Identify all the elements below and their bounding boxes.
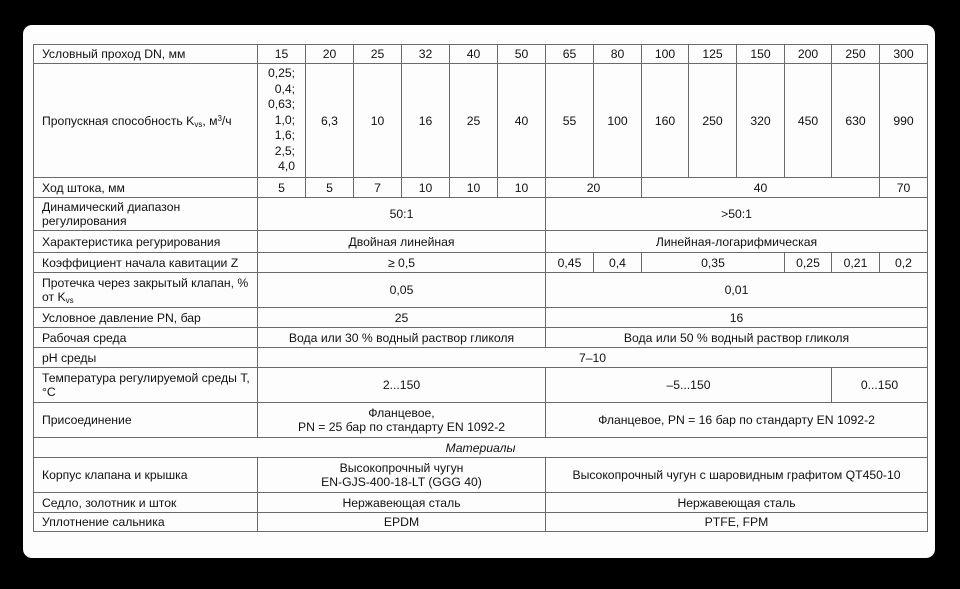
ph-row [34, 348, 928, 368]
cell: 250 [689, 64, 737, 178]
cavitation-row [34, 253, 928, 273]
cell: Вода или 50 % водный раствор гликоля [546, 328, 928, 348]
cell: 15 [258, 45, 306, 64]
cell: 55 [546, 64, 594, 178]
seal-row [34, 513, 928, 532]
cell: 0,2 [880, 253, 928, 273]
section-heading: Материалы [34, 438, 928, 458]
cell: 100 [594, 64, 642, 178]
cell: 10 [450, 178, 498, 198]
cell: 125 [689, 45, 737, 64]
cell: Высокопрочный чугун EN-GJS-400-18-LT (GGG 40) [258, 458, 546, 493]
cell: Линейная-логарифмическая [546, 231, 928, 253]
temperature-row [34, 368, 928, 403]
cell: 25 [354, 45, 402, 64]
cell: 150 [737, 45, 785, 64]
cell: 250 [832, 45, 880, 64]
cell: 20 [306, 45, 354, 64]
row-label: Уплотнение сальника [34, 513, 258, 532]
cell: 16 [546, 308, 928, 328]
seat-row [34, 493, 928, 513]
cell: 5 [306, 178, 354, 198]
cell: 20 [546, 178, 642, 198]
cell: 7–10 [258, 348, 928, 368]
cell: 40 [450, 45, 498, 64]
row-label: Седло, золотник и шток [34, 493, 258, 513]
cell: 70 [880, 178, 928, 198]
cell: 450 [785, 64, 832, 178]
row-label: Ход штока, мм [34, 178, 258, 198]
cell: 6,3 [306, 64, 354, 178]
medium-row [34, 328, 928, 348]
cell: 10 [402, 178, 450, 198]
cell: EPDM [258, 513, 546, 532]
cell: 160 [642, 64, 689, 178]
kvs-row [34, 64, 928, 178]
row-label: Присоединение [34, 403, 258, 438]
cell: 2...150 [258, 368, 546, 403]
cell: 25 [450, 64, 498, 178]
cell: Двойная линейная [258, 231, 546, 253]
row-label: Условный проход DN, мм [34, 45, 258, 64]
cell: 0...150 [832, 368, 928, 403]
materials-header-row [34, 438, 928, 458]
cell: 630 [832, 64, 880, 178]
cell: 0,35 [642, 253, 785, 273]
cell: Высокопрочный чугун с шаровидным графитом QT450-10 [546, 458, 928, 493]
body-row [34, 458, 928, 493]
cell: Вода или 30 % водный раствор гликоля [258, 328, 546, 348]
cell: ≥ 0,5 [258, 253, 546, 273]
cell: 100 [642, 45, 689, 64]
cell: 7 [354, 178, 402, 198]
cell: Нержавеющая сталь [258, 493, 546, 513]
valve-spec-table [33, 44, 928, 532]
cell: Фланцевое, PN = 16 бар по стандарту EN 1092-2 [546, 403, 928, 438]
connection-row [34, 403, 928, 438]
cell: 0,05 [258, 273, 546, 308]
row-label: pH среды [34, 348, 258, 368]
cell: 5 [258, 178, 306, 198]
row-label: Корпус клапана и крышка [34, 458, 258, 493]
cell: Нержавеющая сталь [546, 493, 928, 513]
cell: 0,21 [832, 253, 880, 273]
cell: Фланцевое, PN = 25 бар по стандарту EN 1092-2 [258, 403, 546, 438]
cell: 40 [642, 178, 880, 198]
cell: –5...150 [546, 368, 832, 403]
cell: 50 [498, 45, 546, 64]
pressure-row [34, 308, 928, 328]
cell: 80 [594, 45, 642, 64]
cell: 50:1 [258, 198, 546, 231]
row-label: Условное давление PN, бар [34, 308, 258, 328]
dn-row [34, 45, 928, 64]
row-label: Температура регулируемой среды Т, °С [34, 368, 258, 403]
cell: PTFE, FPM [546, 513, 928, 532]
cell: 300 [880, 45, 928, 64]
row-label: Характеристика регурирования [34, 231, 258, 253]
row-label: Коэффициент начала кавитации Z [34, 253, 258, 273]
leakage-row [34, 273, 928, 308]
cell: 0,4 [594, 253, 642, 273]
cell: 65 [546, 45, 594, 64]
row-label: Динамический диапазон регулирования [34, 198, 258, 231]
cell: 25 [258, 308, 546, 328]
cell: 320 [737, 64, 785, 178]
row-label: Пропускная способность $K_{vs}$, $м^3/ч$ [34, 64, 258, 178]
cell: 0,45 [546, 253, 594, 273]
cell: >50:1 [546, 198, 928, 231]
row-label: Протечка через закрытый клапан, % от $K_{vs}$ [34, 273, 258, 308]
cell: 200 [785, 45, 832, 64]
stroke-row [34, 178, 928, 198]
cell: 40 [498, 64, 546, 178]
dynamic-range-row [34, 198, 928, 231]
cell: 990 [880, 64, 928, 178]
cell: 16 [402, 64, 450, 178]
cell-dn15-kvs-list: 0,25; 0,4; 0,63; 1,0; 1,6; 2,5; 4,0 [258, 64, 306, 178]
cell: 0,25 [785, 253, 832, 273]
characteristic-row [34, 231, 928, 253]
cell: 10 [354, 64, 402, 178]
cell: 0,01 [546, 273, 928, 308]
cell: 32 [402, 45, 450, 64]
row-label: Рабочая среда [34, 328, 258, 348]
cell: 10 [498, 178, 546, 198]
